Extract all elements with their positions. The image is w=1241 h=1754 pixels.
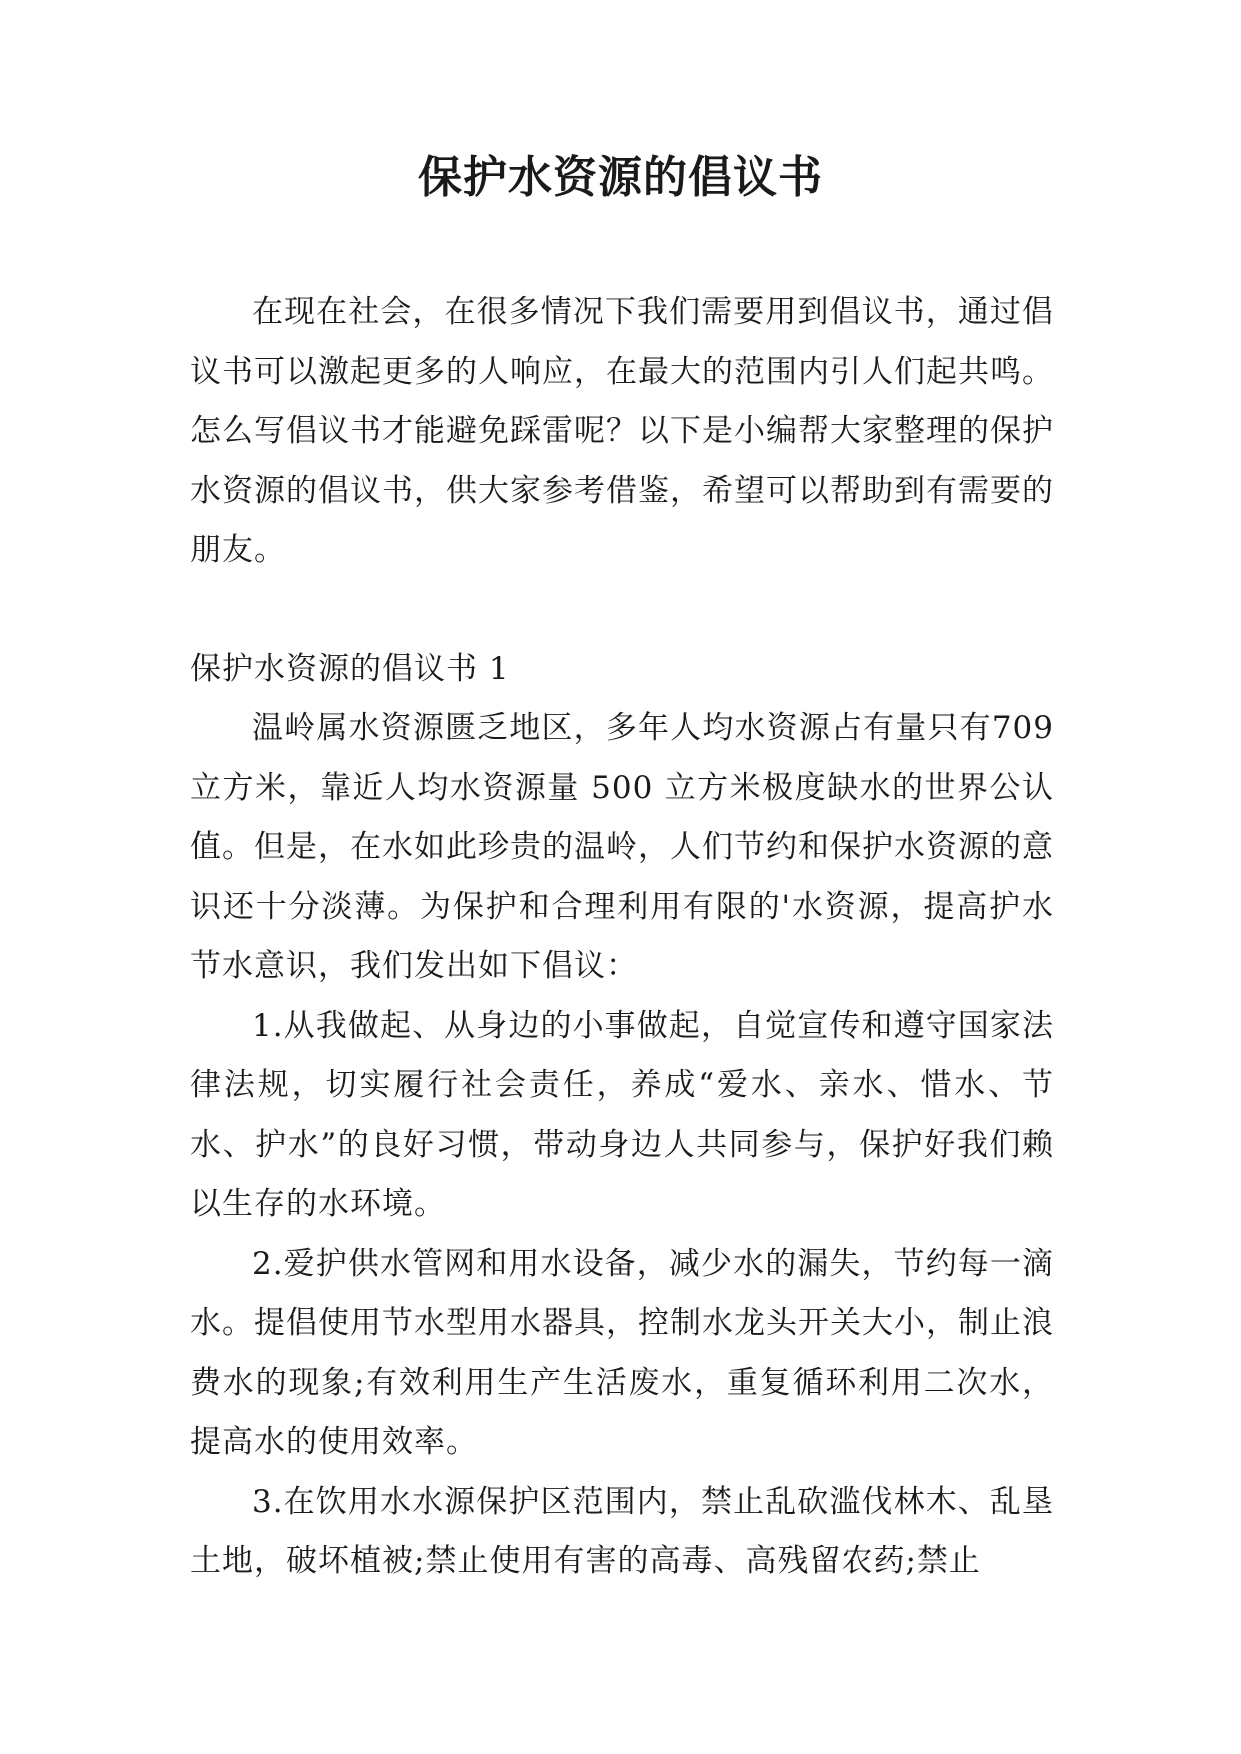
document-body — [190, 283, 1054, 1592]
document-title: 保护水资源的倡议书 — [418, 152, 823, 203]
proposal-item-3: 3.在饮用水水源保护区范围内，禁止乱砍滥伐林木、乱垦土地，破坏植被;禁止使用有害的高毒、高残留农药;禁止 — [190, 1483, 1054, 1579]
intro-paragraph: 在现在社会，在很多情况下我们需要用到倡议书，通过倡议书可以激起更多的人响应，在最大的范围内引人们起共鸣。怎么写倡议书才能避免踩雷呢？以下是小编帮大家整理的保护水资源的倡议书，供大家参考借鉴，希望可以帮助到有需要的朋友。 — [190, 294, 1054, 568]
proposal-item-1: 1.从我做起、从身边的小事做起，自觉宣传和遵守国家法律法规，切实履行社会责任，养成“爱水、亲水、惜水、节水、护水”的良好习惯，带动身边人共同参与，保护好我们赖以生存的水环境。 — [190, 1007, 1054, 1222]
proposal-item-2: 2.爱护供水管网和用水设备，减少水的漏失，节约每一滴水。提倡使用节水型用水器具，控制水龙头开关大小，制止浪费水的现象;有效利用生产生活废水，重复循环利用二次水，提高水的使用效率。 — [190, 1245, 1054, 1460]
section-heading: 保护水资源的倡议书 1 — [190, 650, 510, 687]
paragraph-background: 温岭属水资源匮乏地区，多年人均水资源占有量只有709 立方米，靠近人均水资源量 500 立方米极度缺水的世界公认值。但是，在水如此珍贵的温岭，人们节约和保护水资源的意识还十分淡薄。为保护和合理利用有限的'水资源，提高护水节水意识，我们发出如下倡议： — [190, 710, 1054, 984]
